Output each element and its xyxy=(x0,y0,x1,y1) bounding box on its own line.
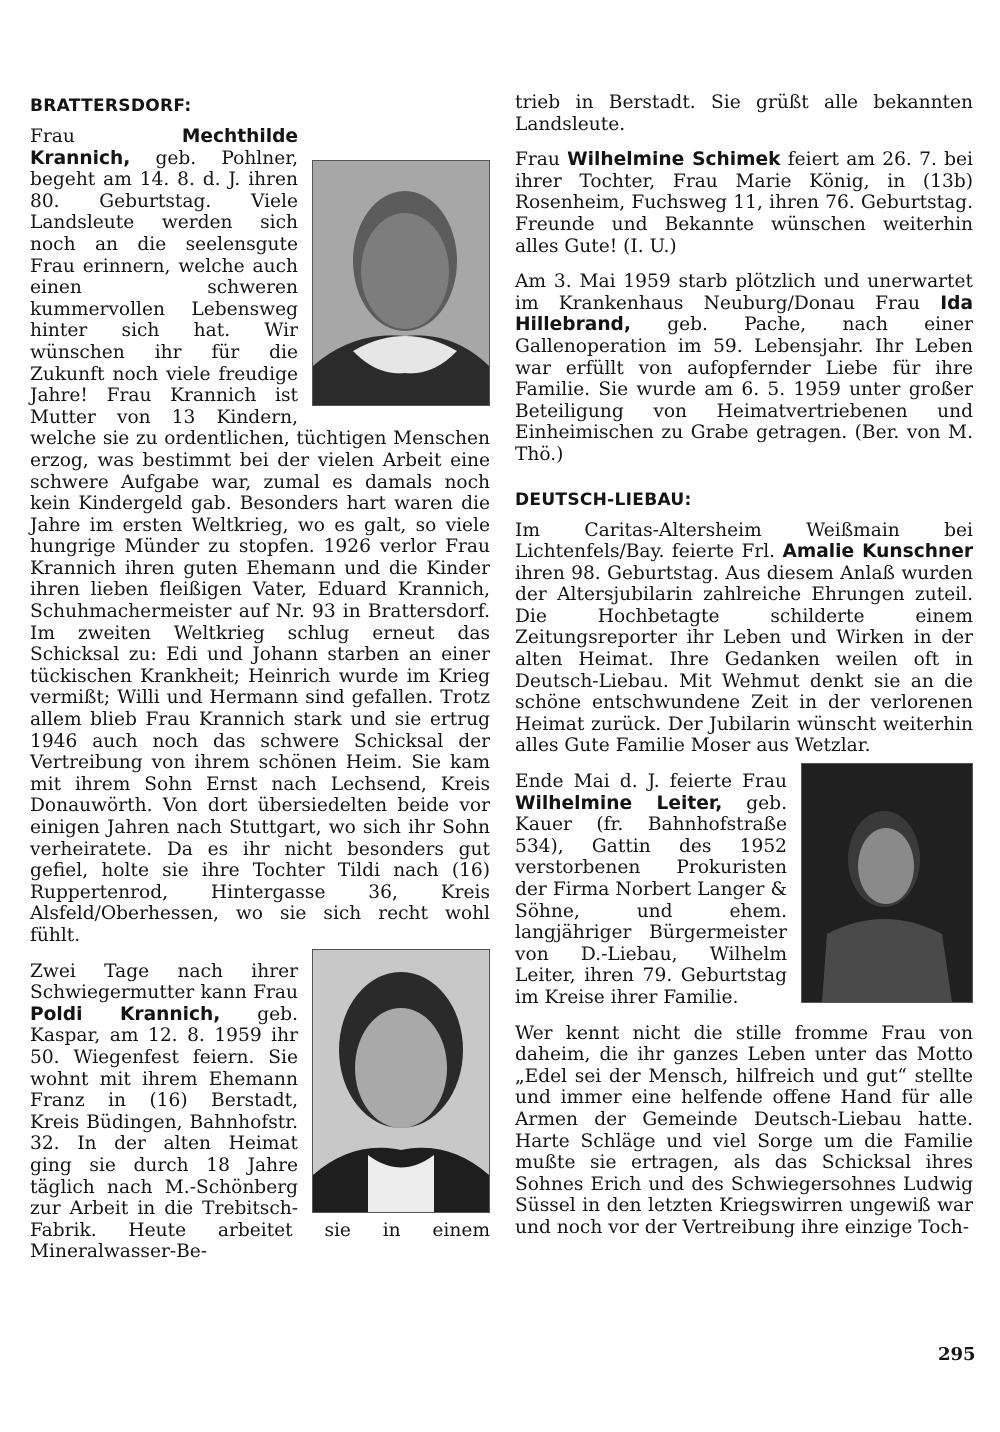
person-name: Wilhelmine Leiter, xyxy=(515,792,723,814)
portrait-image xyxy=(313,950,489,1212)
article-amalie-kunschner: Im Caritas-Altersheim Weißmain bei Lichtenfels/Bay. feierte Frl. Amalie Kunschner ihren 98. Geburtstag. Aus diesem Anlaß wurden der Altersjubilarin zahlreiche Ehrungen zuteil. Die Hochbetagte schilderte einem Zeitungsreporter ihr Leben und Wirken in der alten Heimat. Ihre Gedanken weilen oft in Deutsch-Liebau. Mit Wehmut denkt sie an die schöne entschwundene Zeit in der verlorenen Heimat zurück. Der Jubilarin wünscht weiterhin alles Gute Familie Moser aus Wetzlar. xyxy=(515,519,974,757)
portrait-image xyxy=(313,161,489,405)
page-number: 295 xyxy=(938,1344,976,1365)
article-poldi-krannich: Zwei Tage nach ihrer Schwiegermutter kann Frau Poldi Krannich, geb. Kaspar, am 12. 8. 1959 ihr 50. Wiegenfest feiern. Sie wohnt mit ihrem Ehemann Franz in (16) Berstadt, Kreis Büdingen, Bahnhofstr. 32. In der alten Heimat ging sie durch 18 Jahre täglich nach M.-Schönberg zur Arbeit in die Trebitsch-Fabrik. Heute arbeitet sie in einem Mineralwasser-Be- xyxy=(30,960,490,1263)
article-mechthilde-krannich: Frau Mechthilde Krannich, geb. Pohlner, begeht am 14. 8. d. J. ihren 80. Geburtstag. Viele Landsleute werden sich noch an die seelensgute Frau erinnern, welche auch einen schweren kummervollen Lebensweg hinter sich hat. Wir wünschen ihr für die Zukunft noch viele freudige Jahre! Frau Krannich ist Mutter von 13 Kindern, welche sie zu ordentlichen, tüchtigen Menschen erzog, was bestimmt bei der vielen Arbeit eine schwere Aufgabe war, zumal es damals noch kein Kindergeld gab. Besonders hart waren die Jahre im ersten Weltkrieg, wo es galt, so viele hungrige Münder zu stopfen. 1926 verlor Frau Krannich ihren guten Ehemann und die Kinder ihren lieben fleißigen Vater, Eduard Krannich, Schuhmachermeister auf Nr. 93 in Brattersdorf. Im zweiten Weltkrieg schlug erneut das Schicksal zu: Edi und Johann starben an einer tückischen Krankheit; Heinrich wurde im Krieg vermißt; Willi und Hermann sind gefallen. Trotz allem blieb Frau Krannich stark und sie ertrug 1946 auch noch das schwere Schicksal der Vertreibung von ihrem schönen Heim. Sie kam mit ihrem Sohn Ernst nach Lechsend, Kreis Donauwörth. Von dort übersiedelten beide vor einigen Jahren nach Stuttgart, wo sich ihr Sohn verheiratete. Da es ihr nicht besonders gut gefiel, holte sie ihre Tochter Tildi nach (16) Ruppertenrod, Hintergasse 36, Kreis Alsfeld/Oberhessen, wo sie sich recht wohl fühlt. xyxy=(30,126,490,946)
person-name: Ida Hillebrand, xyxy=(515,292,973,336)
person-name: Mechthilde Krannich, xyxy=(30,126,298,169)
portrait-image xyxy=(802,764,972,1002)
article-wilhelmine-leiter: Ende Mai d. J. feierte Frau Wilhelmine Leiter, geb. Kauer (fr. Bahnhofstraße 534), Gattin des 1952 verstorbenen Prokuristen der Firma Norbert Langer & Söhne, und ehem. langjähriger Bürgermeister von D.-Liebau, Wilhelm Leiter, ihren 79. Geburtstag im Kreise ihrer Familie. xyxy=(515,771,787,1008)
article-continuation: trieb in Berstadt. Sie grüßt alle bekannten Landsleute. xyxy=(515,92,973,135)
person-name: Poldi Krannich, xyxy=(30,1003,221,1025)
right-column xyxy=(515,92,973,1239)
portrait-photo-poldi-krannich xyxy=(312,949,490,1213)
left-column xyxy=(30,92,490,1263)
portrait-photo-mechthilde-krannich xyxy=(312,160,490,406)
person-name: Amalie Kunschner xyxy=(782,541,974,563)
portrait-photo-wilhelmine-leiter xyxy=(801,763,973,1003)
article-wilhelmine-leiter-continued: Wer kennt nicht die stille fromme Frau von daheim, die ihr ganzes Leben unter das Motto „Edel sei der Mensch, hilfreich und gut“ stellte und immer eine helfende offene Hand für alle Armen der Gemeinde Deutsch-Liebau hatte. Harte Schläge und viel Sorge um die Familie mußte sie ertragen, als das Schicksal ihres Sohnes Erich und des Schwiegersohnes Ludwig Süssel in den letzten Kriegswirren ungewiß war und noch vor der Vertreibung ihre einzige Toch- xyxy=(515,1022,973,1238)
article-wilhelmine-schimek: Frau Wilhelmine Schimek feiert am 26. 7. bei ihrer Tochter, Frau Marie König, in (13b) Rosenheim, Fuchsweg 11, ihren 76. Geburtstag. Freunde und Bekannte wünschen weiterhin alles Gute! (I. U.) xyxy=(515,149,974,257)
section-heading-brattersdorf: BRATTERSDORF: xyxy=(30,96,192,116)
person-name: Wilhelmine Schimek xyxy=(567,149,781,171)
section-heading-deutsch-liebau: DEUTSCH-LIEBAU: xyxy=(515,489,692,510)
article-ida-hillebrand: Am 3. Mai 1959 starb plötzlich und unerwartet im Krankenhaus Neuburg/Donau Frau Ida Hillebrand, geb. Pache, nach einer Gallenoperation im 59. Lebensjahr. Ihr Leben war erfüllt von aufopfernder Liebe für ihre Familie. Sie wurde am 6. 5. 1959 unter großer Beteiligung von Heimatvertriebenen und Einheimischen zu Grabe getragen. (Ber. von M. Thö.) xyxy=(515,271,973,465)
